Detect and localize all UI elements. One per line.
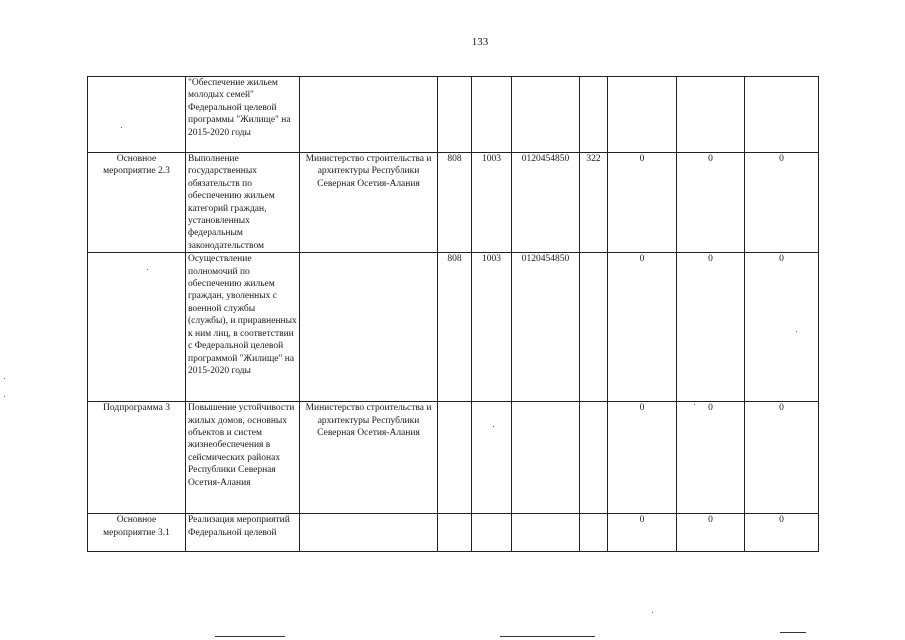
rz-pr-cell: 1003 — [472, 253, 512, 402]
value-cell-3: 0 — [745, 402, 819, 514]
vr-cell — [580, 77, 608, 153]
scan-edge-line — [500, 636, 595, 637]
value-cell-2 — [677, 77, 745, 153]
value-cell-3: 0 — [745, 253, 819, 402]
rz-pr-cell — [472, 402, 512, 514]
table-row — [88, 253, 819, 402]
scan-speck — [121, 127, 122, 128]
responsible-executor-cell: Министерство строительства и архитектуры Республики Северная Осетия-Алания — [300, 153, 438, 253]
program-code-cell: Основное мероприятие 3.1 — [88, 514, 186, 552]
scan-speck — [694, 404, 695, 405]
rz-pr-cell: 1003 — [472, 153, 512, 253]
scan-speck — [652, 612, 653, 613]
csr-cell: 0120454850 — [512, 253, 580, 402]
program-name-cell: "Обеспечение жильем молодых семей" Федеральной целевой программы "Жилище" на 2015-2020 годы — [186, 77, 300, 153]
csr-cell — [512, 514, 580, 552]
value-cell-3: 0 — [745, 514, 819, 552]
value-cell-1: 0 — [608, 153, 677, 253]
value-cell-2: 0 — [677, 514, 745, 552]
table-row — [88, 514, 819, 552]
grbs-cell — [438, 77, 472, 153]
responsible-executor-cell — [300, 77, 438, 153]
program-name-cell: Выполнение государственных обязательств по обеспечению жильем категорий граждан, установленных федеральным законодательством — [186, 153, 300, 253]
grbs-cell: 808 — [438, 153, 472, 253]
grbs-cell: 808 — [438, 253, 472, 402]
table-row — [88, 153, 819, 253]
csr-cell — [512, 402, 580, 514]
vr-cell: 322 — [580, 153, 608, 253]
rz-pr-cell — [472, 514, 512, 552]
scan-speck — [493, 426, 494, 427]
scan-speck — [796, 331, 797, 332]
responsible-executor-cell: Министерство строительства и архитектуры Республики Северная Осетия-Алания — [300, 402, 438, 514]
value-cell-1 — [608, 77, 677, 153]
program-code-cell: Подпрограмма 3 — [88, 402, 186, 514]
vr-cell — [580, 253, 608, 402]
page-number: 133 — [471, 36, 489, 48]
scan-speck — [4, 396, 5, 397]
value-cell-1: 0 — [608, 402, 677, 514]
scan-edge-line — [215, 636, 285, 637]
scan-edge-line — [780, 632, 806, 633]
responsible-executor-cell — [300, 253, 438, 402]
vr-cell — [580, 514, 608, 552]
value-cell-3 — [745, 77, 819, 153]
rz-pr-cell — [472, 77, 512, 153]
value-cell-1: 0 — [608, 514, 677, 552]
value-cell-2: 0 — [677, 153, 745, 253]
budget-table — [87, 76, 819, 552]
program-code-cell: Основное мероприятие 2.3 — [88, 153, 186, 253]
program-name-cell: Осуществление полномочий по обеспечению жильем граждан, уволенных с военной службы (службы), и приравненных к ним лиц, в соответствии с Федеральной целевой программой "Жилище" на 2015-2020 годы — [186, 253, 300, 402]
table-row — [88, 402, 819, 514]
value-cell-3: 0 — [745, 153, 819, 253]
value-cell-2: 0 — [677, 402, 745, 514]
value-cell-2: 0 — [677, 253, 745, 402]
value-cell-1: 0 — [608, 253, 677, 402]
scan-speck — [147, 269, 148, 270]
table-row — [88, 77, 819, 153]
grbs-cell — [438, 514, 472, 552]
program-code-cell — [88, 77, 186, 153]
responsible-executor-cell — [300, 514, 438, 552]
program-code-cell — [88, 253, 186, 402]
grbs-cell — [438, 402, 472, 514]
program-name-cell: Реализация мероприятий Федеральной целевой — [186, 514, 300, 552]
scan-speck — [4, 378, 5, 379]
csr-cell: 0120454850 — [512, 153, 580, 253]
vr-cell — [580, 402, 608, 514]
program-name-cell: Повышение устойчивости жилых домов, основных объектов и систем жизнеобеспечения в сейсмических районах Республики Северная Осетия-Алания — [186, 402, 300, 514]
csr-cell — [512, 77, 580, 153]
